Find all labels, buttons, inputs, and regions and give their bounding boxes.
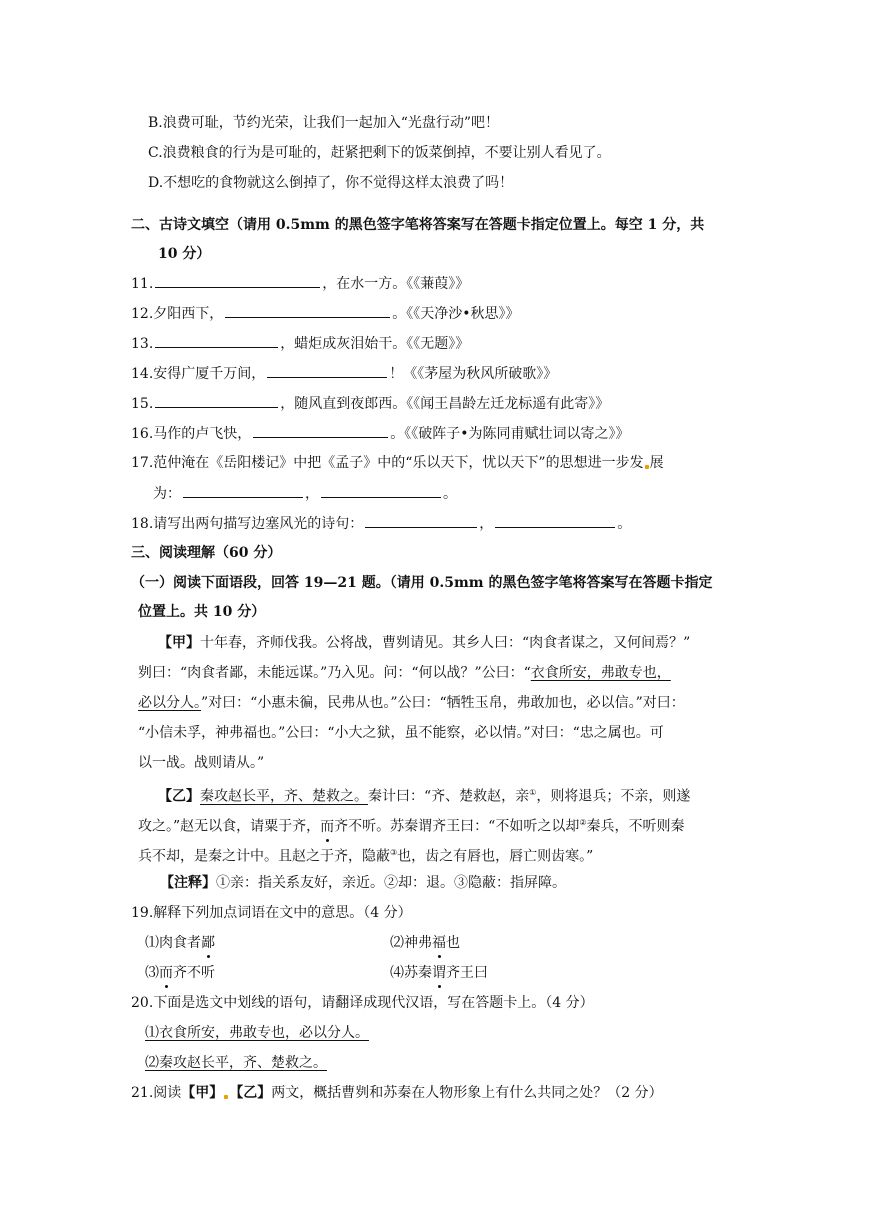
- passage-yi-text: 也，齿之有唇也，唇亡则齿寒。”: [397, 848, 594, 865]
- dotted-word: 谓: [432, 965, 446, 981]
- annotation-tag: 【注释】: [160, 875, 216, 891]
- q19-item-text: ⑵神弗: [390, 935, 432, 951]
- q19-item-text: ⑴肉食者: [145, 935, 201, 951]
- question-17-cont: [153, 483, 457, 504]
- q17-wei: 为：: [153, 486, 181, 502]
- q15-blank[interactable]: [155, 393, 278, 408]
- q21-jia-tag: 【甲】: [181, 1085, 224, 1101]
- passage-jia-text: 十年春，齐师伐我。公将战，曹刿请见。其乡人曰：“肉食者谋之，又何间焉？”: [200, 635, 691, 651]
- question-15: [131, 393, 609, 414]
- q13-number: 13.: [131, 336, 154, 352]
- q14-text-before: 14.安得广厦千万间，: [131, 366, 266, 382]
- question-14: [131, 363, 557, 384]
- dotted-word: 鄙: [201, 935, 215, 951]
- q18-period: 。: [617, 516, 632, 532]
- annotation-text: ①亲：指关系友好，亲近。②却：退。③隐蔽：指屏障。: [216, 875, 566, 891]
- question-17: [131, 453, 664, 473]
- passage-yi-line1: [158, 783, 690, 807]
- option-c: C.浪费粮食的行为是可耻的，赶紧把剩下的饭菜倒掉，不要让别人看见了。: [148, 145, 611, 161]
- passage-yi-line3: [138, 843, 593, 867]
- q19-item-text: ⑶: [145, 965, 159, 981]
- section3-heading: 三、阅读理解（60 分）: [131, 545, 282, 561]
- q12-text-after: 。《《天净沙•秋思》》: [392, 306, 520, 322]
- question-11: [131, 273, 469, 294]
- q19-item-text: 齐不听: [173, 965, 215, 981]
- passage-yi-text: 秦兵，不听则秦: [586, 818, 685, 835]
- q20-sentence-1: [145, 1023, 369, 1043]
- q16-blank[interactable]: [253, 423, 388, 438]
- passage-yi-tag: 【乙】: [158, 788, 200, 805]
- passage-yi-text: 兵不却，是秦之计中。且赵之于齐，隐蔽: [138, 848, 390, 865]
- q19-item-2: [390, 933, 460, 953]
- q18-blank-1[interactable]: [365, 513, 477, 528]
- passage-yi-line2: [138, 813, 685, 837]
- question-19: 19.解释下列加点词语在文中的意思。（4 分）: [131, 905, 412, 921]
- q21-text: 21.阅读: [131, 1085, 182, 1101]
- q17-text-end: 展: [649, 455, 664, 471]
- annotations: [160, 873, 566, 893]
- edit-mark-icon: [645, 465, 649, 469]
- passage-yi-text: 攻之。”赵无以食，请粟于齐，: [138, 818, 321, 835]
- footnote-ref-2: ②: [579, 818, 587, 827]
- q21-yi-tag: 【乙】: [229, 1085, 272, 1101]
- underlined-sentence: 秦攻赵长平，齐、楚救之。: [200, 788, 368, 805]
- q17-blank-2[interactable]: [321, 483, 441, 498]
- underlined-sentence: 必以分人。: [138, 695, 201, 711]
- passage-jia-text: 刿曰：“肉食者鄙，未能远谋。”乃入见。问：“何以战？”公曰：“: [138, 665, 531, 681]
- q11-number: 11.: [131, 276, 154, 292]
- q19-item-text: ⑷苏秦: [390, 965, 432, 981]
- subsection1-heading: （一）阅读下面语段，回答 19—21 题。（请用 0.5mm 的黑色签字笔将答案写在答题卡指定: [131, 575, 713, 591]
- question-13: [131, 333, 469, 354]
- q15-number: 15.: [131, 396, 154, 412]
- passage-yi-text: 秦计曰：“齐、楚救赵，亲: [368, 788, 530, 805]
- q19-item-3: [145, 963, 215, 983]
- underlined-sentence: 衣食所安，弗敢专也，: [530, 665, 671, 681]
- option-d: D.不想吃的食物就这么倒掉了，你不觉得这样太浪费了吗！: [148, 175, 514, 191]
- q21-text: 两文，概括曹刿和苏秦在人物形象上有什么共同之处？（2 分）: [271, 1085, 663, 1101]
- q11-blank[interactable]: [155, 273, 320, 288]
- dotted-word: 而: [159, 965, 173, 981]
- q19-item-text: 也: [446, 935, 460, 951]
- q18-blank-2[interactable]: [495, 513, 615, 528]
- passage-jia-text: ”对曰：“小惠未徧，民弗从也。”公曰：“牺牲玉帛，弗敢加也，必以信。”对曰：: [201, 695, 685, 711]
- passage-jia-line1: [158, 633, 690, 653]
- passage-jia-line2: [138, 663, 671, 683]
- q13-blank[interactable]: [155, 333, 278, 348]
- passage-yi-text: 齐不听。苏秦谓齐王曰：“不如听之以却: [334, 818, 580, 835]
- q17-comma: ，: [305, 486, 319, 502]
- q12-text-before: 12.夕阳西下，: [131, 306, 224, 322]
- q18-text: 18.请写出两句描写边塞风光的诗句：: [131, 516, 364, 532]
- question-12: [131, 303, 520, 324]
- passage-jia-line3: [138, 693, 685, 713]
- question-21: [131, 1083, 663, 1103]
- passage-jia-line5: 以一战。战则请从。”: [138, 755, 265, 771]
- q18-comma: ，: [479, 516, 494, 532]
- q14-blank[interactable]: [267, 363, 387, 378]
- subsection1-heading-cont: 位置上。共 10 分）: [138, 604, 266, 620]
- q19-item-4: [390, 963, 488, 983]
- footnote-ref-1: ①: [529, 788, 537, 797]
- underlined-sentence: ⑵秦攻赵长平，齐、楚救之。: [145, 1055, 327, 1071]
- q19-item-text: 齐王曰: [446, 965, 488, 981]
- q19-item-1: [145, 933, 215, 953]
- q17-period: 。: [443, 486, 457, 502]
- q16-text-before: 16.马作的卢飞快，: [131, 426, 252, 442]
- q17-blank-1[interactable]: [183, 483, 303, 498]
- q11-text: ，在水一方。《《蒹葭》》: [322, 276, 470, 292]
- q17-text: 17.范仲淹在《岳阳楼记》中把《孟子》中的“乐以天下，忧以天下”的思想进一步发: [131, 455, 644, 471]
- underlined-sentence: ⑴衣食所安，弗敢专也，必以分人。: [145, 1025, 369, 1041]
- footnote-ref-3: ③: [390, 848, 398, 857]
- q12-blank[interactable]: [225, 303, 390, 318]
- dotted-word: 福: [432, 935, 446, 951]
- q13-text: ，蜡炬成灰泪始干。《《无题》》: [280, 336, 470, 352]
- q16-text-after: 。《《破阵子•为陈同甫赋壮词以寄之》》: [390, 426, 630, 442]
- option-b: B.浪费可耻，节约光荣，让我们一起加入“光盘行动”吧！: [148, 115, 500, 131]
- section2-heading-cont: 10 分）: [158, 246, 211, 262]
- question-16: [131, 423, 630, 444]
- section2-heading: 二、古诗文填空（请用 0.5mm 的黑色签字笔将答案写在答题卡指定位置上。每空 1 分，共: [131, 217, 705, 233]
- q14-text-after: ！《《茅屋为秋风所破歌》》: [389, 366, 558, 382]
- passage-jia-tag: 【甲】: [158, 635, 200, 651]
- passage-yi-text: ，则将退兵；不亲，则遂: [536, 788, 691, 805]
- dotted-word: 而: [320, 818, 335, 835]
- edit-mark-icon: [224, 1095, 228, 1099]
- q15-text: ，随风直到夜郎西。《《闻王昌龄左迁龙标遥有此寄》》: [280, 396, 610, 412]
- question-20: 20.下面是选文中划线的语句，请翻译成现代汉语，写在答题卡上。（4 分）: [131, 995, 594, 1011]
- q20-sentence-2: [145, 1053, 327, 1073]
- passage-jia-line4: “小信未孚，神弗福也。”公曰：“小大之狱，虽不能察，必以情。”对曰：“忠之属也。可: [138, 725, 664, 741]
- question-18: [131, 513, 631, 534]
